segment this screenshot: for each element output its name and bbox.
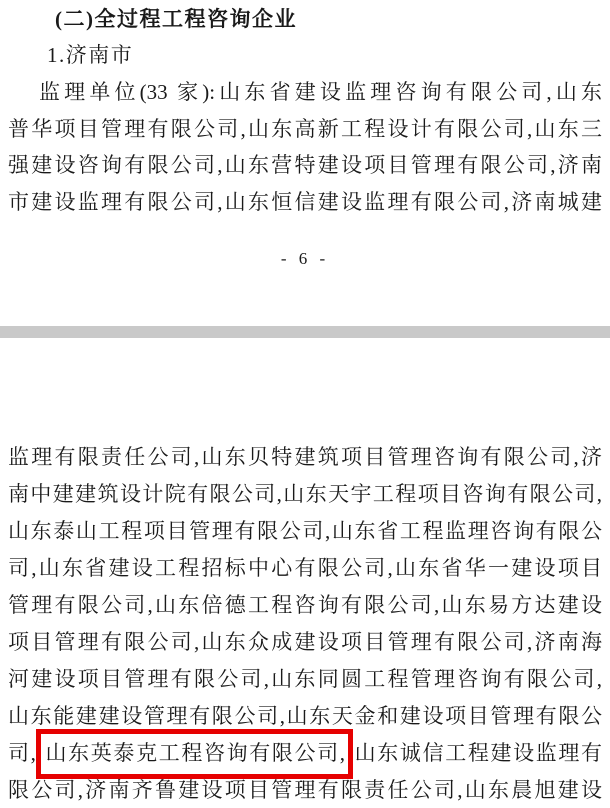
paragraph-line: 普华项目管理有限公司,山东高新工程设计有限公司,山东三 [8,117,602,141]
text-line: 河建设项目管理有限公司,山东同圆工程管理咨询有限公司, [8,667,602,691]
city-subheading: 1.济南市 [47,43,134,67]
text-line: 南中建建筑设计院有限公司,山东天宇工程项目咨询有限公司, [8,482,602,506]
text-line: 管理有限公司,山东倍德工程咨询有限公司,山东易方达建设 [8,593,602,617]
text-line: 山东能建建设管理有限公司,山东天金和建设项目管理有限公 [8,704,602,728]
paragraph-line: 监理单位(33 家):山东省建设监理咨询有限公司,山东 [39,80,602,104]
page-number: - 6 - [280,249,330,268]
paragraph-line: 强建设咨询有限公司,山东营特建设项目管理有限公司,济南 [8,153,602,177]
text-after-highlight: 山东诚信工程建设监理有 [353,741,603,765]
highlight-box: 山东英泰克工程咨询有限公司, [36,729,353,779]
text-line: 司,山东省建设工程招标中心有限公司,山东省华一建设项目 [8,556,602,580]
section-heading: (二)全过程工程咨询企业 [55,7,297,31]
text-line-with-highlight [8,741,602,765]
text-line: 限公司,济南齐鲁建设项目管理有限责任公司,山东晨旭建设 [8,778,602,802]
page-divider [0,326,610,338]
text-line: 山东泰山工程项目管理有限公司,山东省工程监理咨询有限公 [8,519,602,543]
paragraph-line: 市建设监理有限公司,山东恒信建设监理有限公司,济南城建 [8,190,602,214]
text-line: 项目管理有限公司,山东众成建设项目管理有限公司,济南海 [8,630,602,654]
text-line: 监理有限责任公司,山东贝特建筑项目管理咨询有限公司,济 [8,445,602,469]
text-before-highlight: 司, [8,741,36,765]
